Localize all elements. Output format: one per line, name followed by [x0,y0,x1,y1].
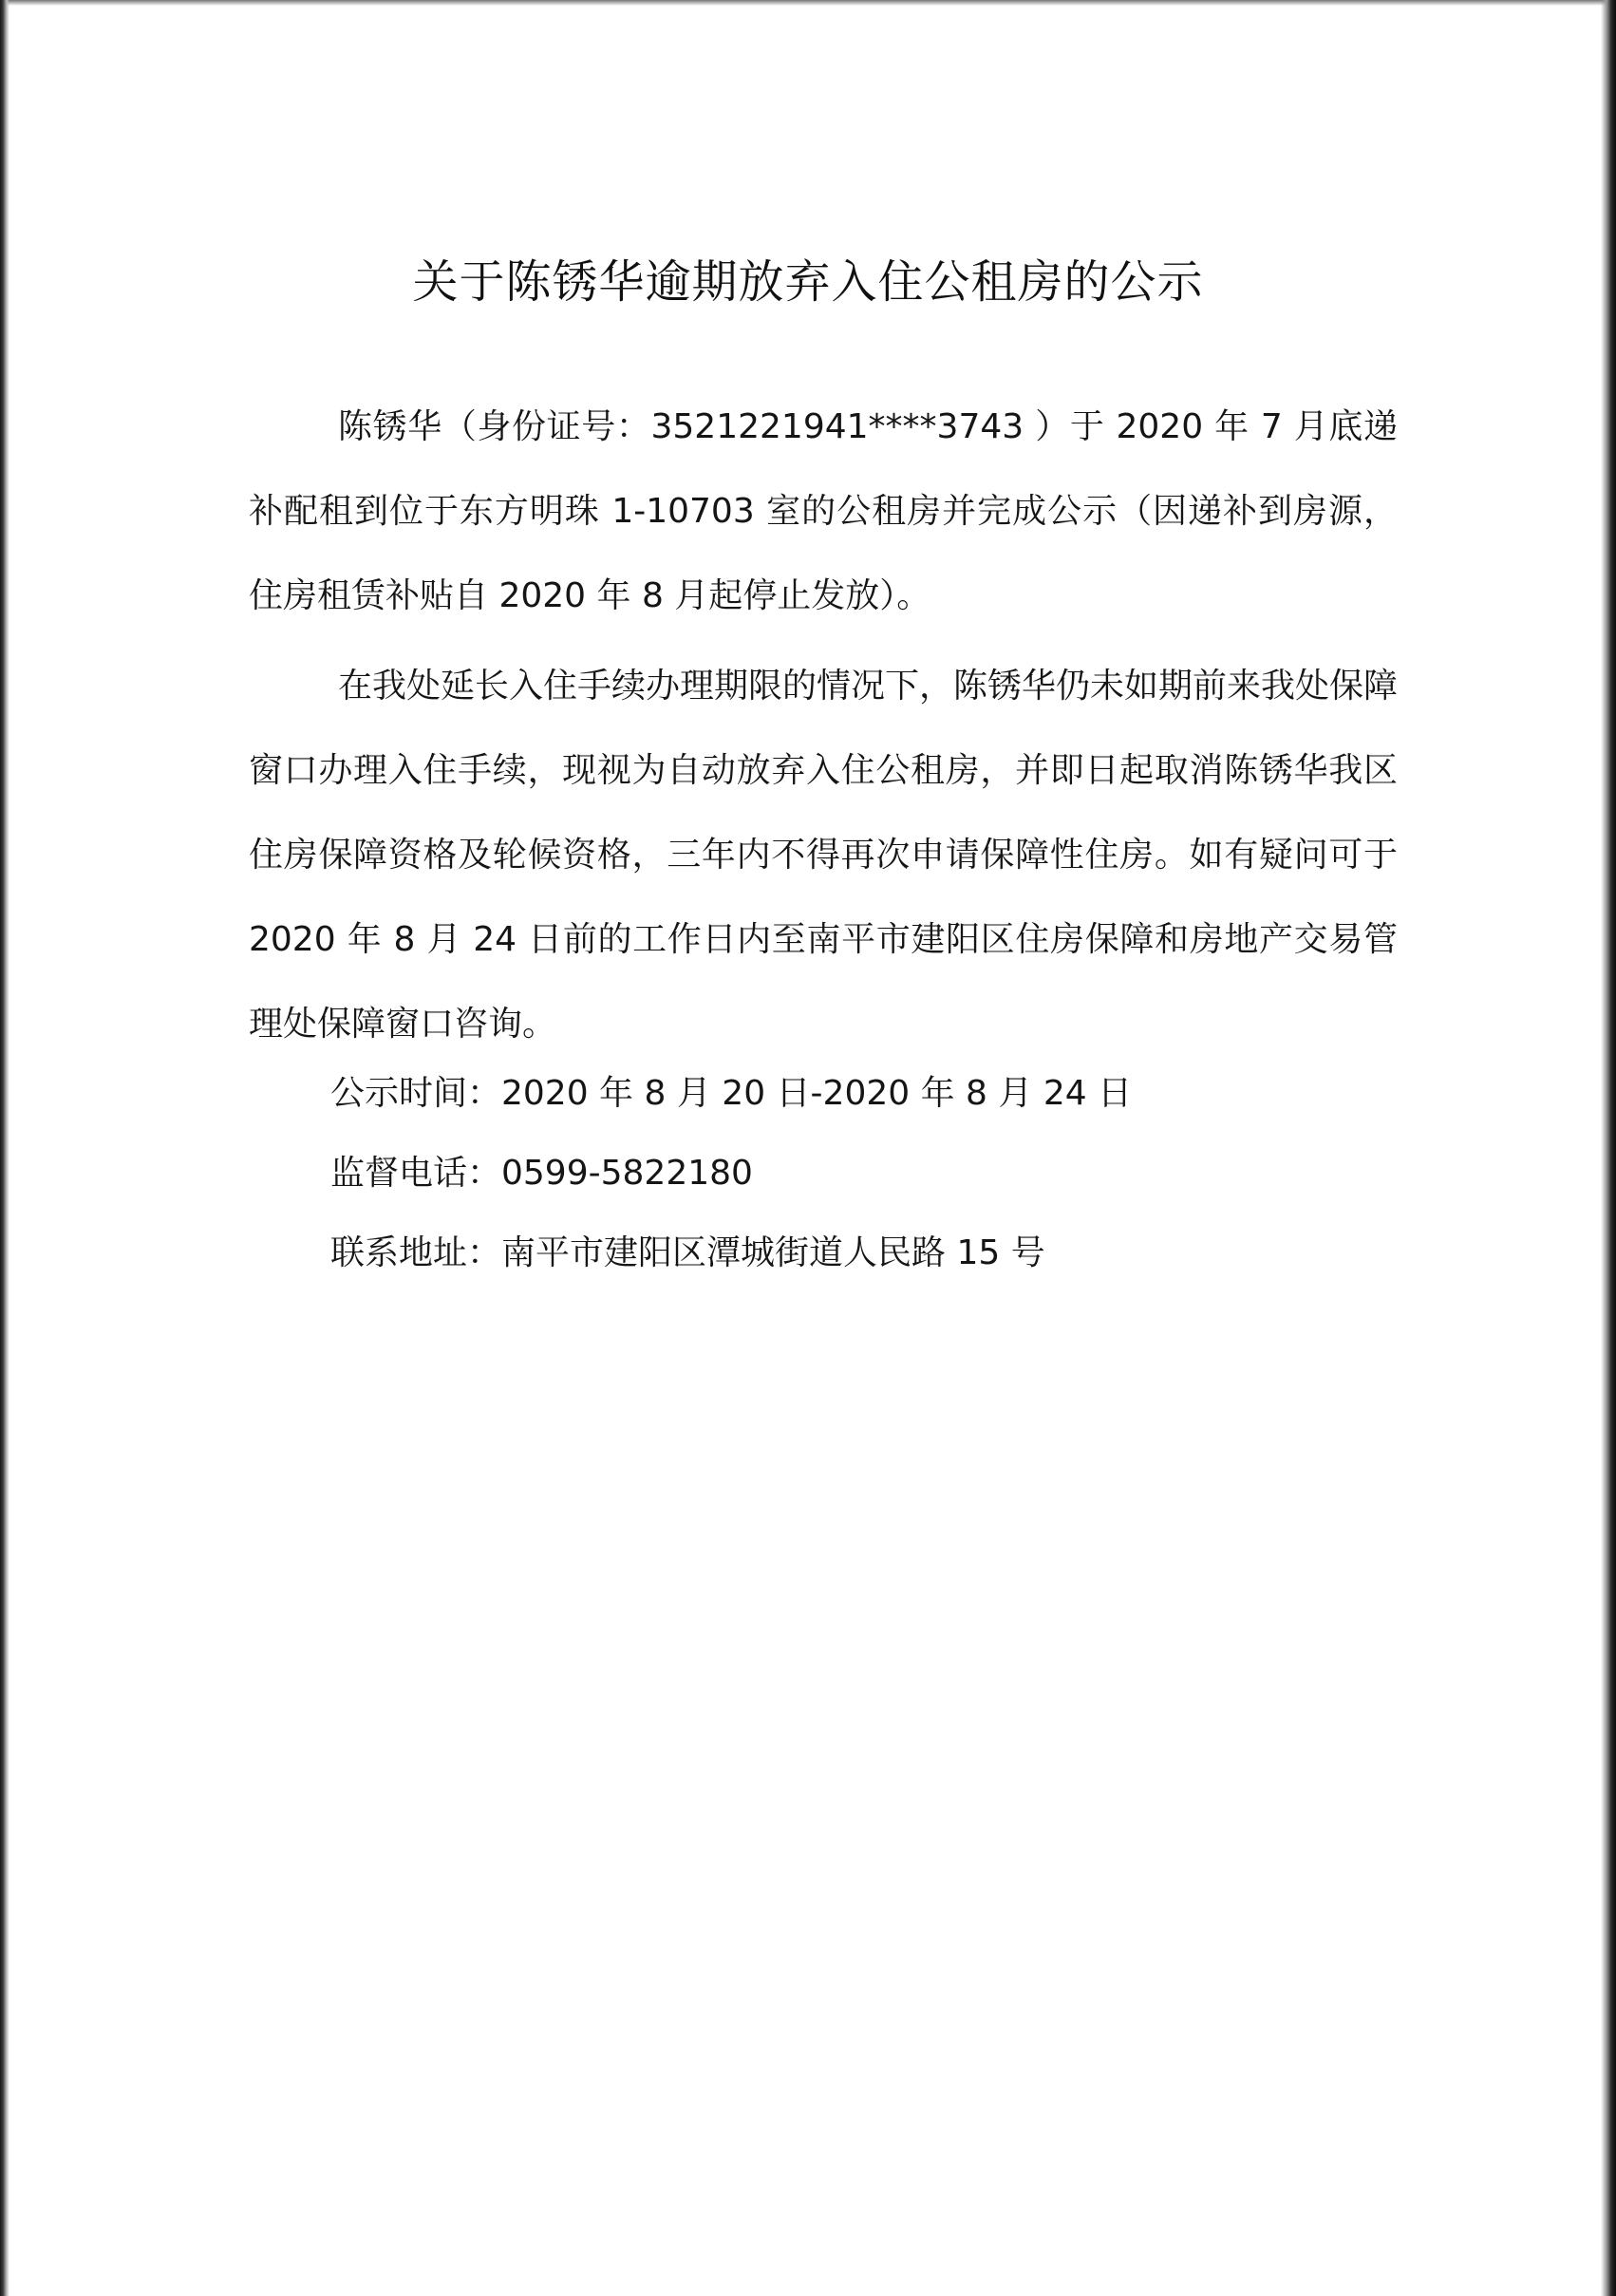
supervision-phone: 监督电话：0599-5822180 [330,1154,753,1193]
scan-edge-top [0,0,1616,6]
paragraph-assignment: 陈锈华（身份证号：3521221941****3743 ）于 2020 年 7 月底递补配租到位于东方明珠 1-10703 室的公租房并完成公示（因递补到房源，住房租赁补贴自 2020 年 8 月起停止发放）。 [249,407,1398,615]
scan-edge-left [0,0,9,2296]
notice-info [330,1054,1375,1293]
notice-period: 公示时间：2020 年 8 月 20 日-2020 年 8 月 24 日 [330,1074,1133,1113]
paragraph-cancellation: 在我处延长入住手续办理期限的情况下，陈锈华仍未如期前来我处保障窗口办理入住手续，现视为自动放弃入住公租房，并即日起取消陈锈华我区住房保障资格及轮候资格，三年内不得再次申请保障性住房。如有疑问可于 2020 年 8 月 24 日前的工作日内至南平市建阳区住房保障和房地产交易管理处保障窗口咨询。 [249,667,1399,1044]
document-title: 关于陈锈华逾期放弃入住公租房的公示 [412,255,1204,309]
scan-edge-right [1601,0,1616,2296]
contact-address: 联系地址：南平市建阳区潭城街道人民路 15 号 [330,1233,1045,1272]
document-body [249,385,1398,1072]
